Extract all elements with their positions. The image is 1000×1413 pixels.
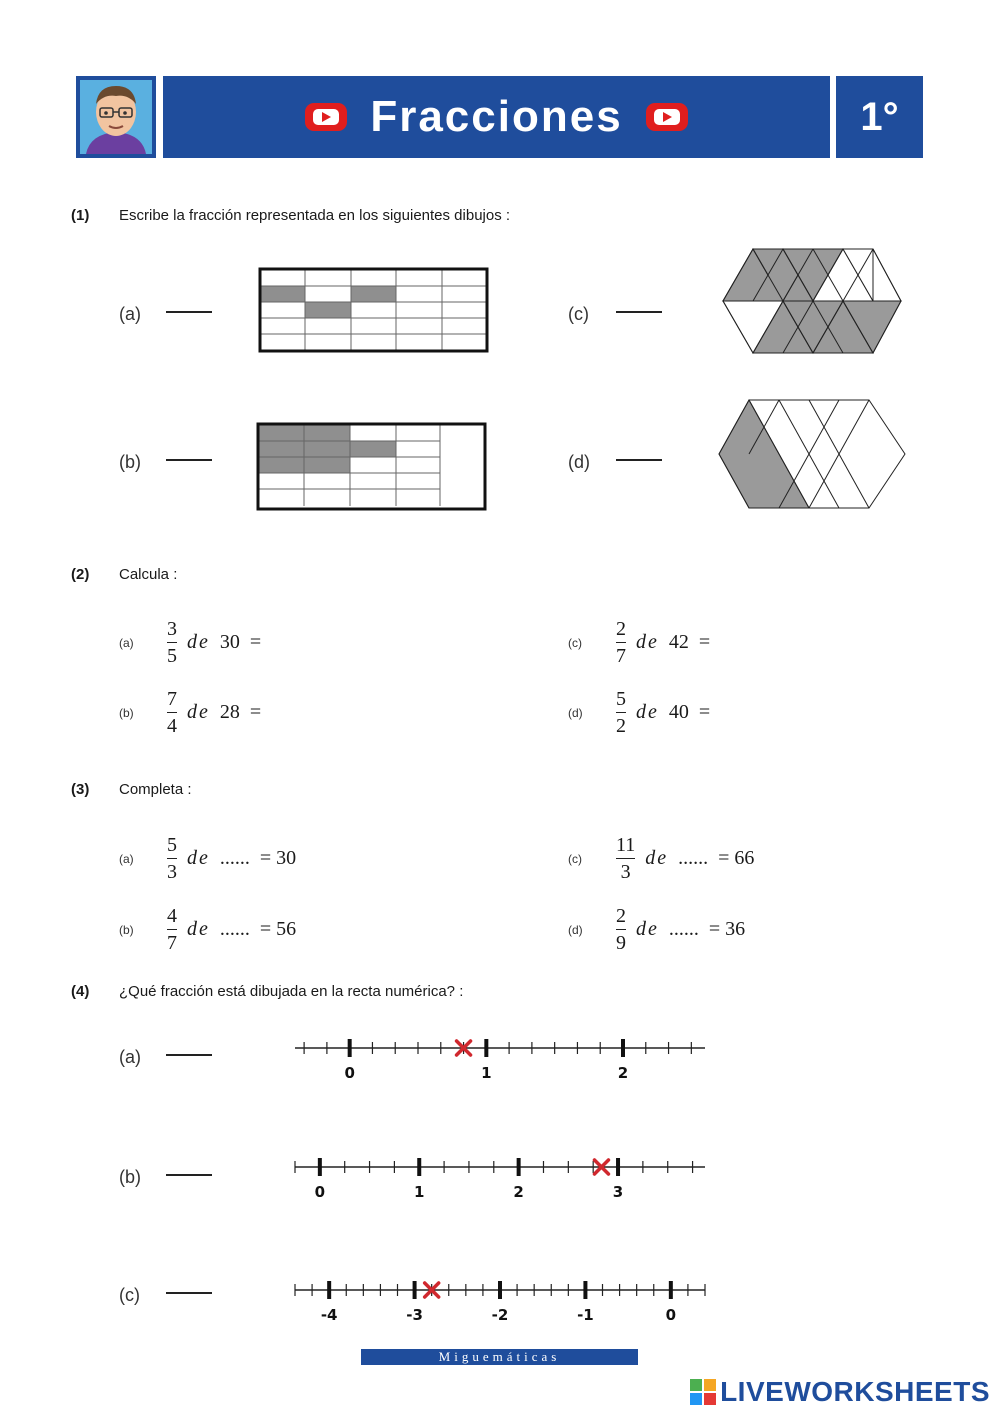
q1-figure-c-hexagon bbox=[720, 247, 904, 355]
q1-label-d: (d) bbox=[568, 452, 590, 472]
q2-label-c: (c) bbox=[568, 635, 582, 650]
denominator: 4 bbox=[167, 715, 177, 737]
de-word: de bbox=[636, 631, 659, 653]
avatar bbox=[76, 76, 156, 158]
equals-sign: = bbox=[698, 631, 711, 653]
q4-label-b: (b) bbox=[119, 1167, 141, 1187]
whole-value: 42 bbox=[668, 631, 689, 653]
fraction bbox=[167, 688, 177, 737]
denominator: 7 bbox=[616, 645, 626, 667]
tick-label: -2 bbox=[491, 1306, 509, 1324]
question-3-prompt: Completa : bbox=[119, 781, 192, 798]
footer-credit: Miguemáticas bbox=[361, 1349, 638, 1365]
denominator: 5 bbox=[167, 645, 177, 667]
question-1-number: (1) bbox=[71, 207, 90, 224]
q1-label-b: (b) bbox=[119, 452, 141, 472]
tick-label: -1 bbox=[577, 1306, 594, 1324]
tick-label: 1 bbox=[414, 1183, 425, 1201]
youtube-icon[interactable] bbox=[304, 101, 348, 133]
question-1-prompt: Escribe la fracción representada en los siguientes dibujos : bbox=[119, 207, 511, 224]
numerator: 11 bbox=[616, 834, 636, 856]
q1-answer-blank-c[interactable] bbox=[616, 311, 662, 313]
de-word: de bbox=[636, 918, 659, 940]
numerator: 5 bbox=[167, 834, 177, 856]
question-2-number: (2) bbox=[71, 566, 90, 583]
denominator: 7 bbox=[167, 932, 177, 954]
q3-item-c bbox=[568, 834, 754, 883]
q4-answer-blank-a[interactable] bbox=[166, 1054, 212, 1056]
page-title: Fracciones bbox=[370, 92, 623, 141]
tick-label: 2 bbox=[617, 1064, 629, 1082]
q1-figure-a-grid bbox=[258, 267, 489, 353]
grade-label: 1° bbox=[860, 94, 899, 139]
tick-label: 0 bbox=[314, 1183, 326, 1201]
whole-value: 40 bbox=[668, 701, 689, 723]
numerator: 3 bbox=[167, 618, 177, 640]
result-value: = 30 bbox=[259, 847, 297, 869]
q1-answer-blank-a[interactable] bbox=[166, 311, 212, 313]
number-line-c bbox=[290, 1276, 710, 1331]
equals-sign: = bbox=[698, 701, 711, 723]
q2-item-d bbox=[568, 688, 710, 737]
tick-label: 2 bbox=[513, 1183, 524, 1201]
q2-item-c bbox=[568, 618, 710, 667]
de-word: de bbox=[636, 701, 659, 723]
denominator: 2 bbox=[616, 715, 626, 737]
q1-figure-b-grid bbox=[256, 422, 487, 511]
q1-figure-d-hexagon bbox=[716, 398, 908, 512]
q4-label-a: (a) bbox=[119, 1047, 141, 1067]
q3-item-b bbox=[119, 905, 296, 954]
grade-badge bbox=[836, 76, 923, 158]
q4-answer-blank-c[interactable] bbox=[166, 1292, 212, 1294]
liveworksheets-icon bbox=[690, 1379, 716, 1405]
answer-blank[interactable]: ...... bbox=[219, 918, 250, 940]
youtube-icon[interactable] bbox=[645, 101, 689, 133]
fraction bbox=[616, 688, 626, 737]
fraction bbox=[167, 905, 177, 954]
fraction bbox=[616, 618, 626, 667]
whole-value: 30 bbox=[219, 631, 240, 653]
tick-label: 3 bbox=[612, 1183, 624, 1201]
numerator: 4 bbox=[167, 905, 177, 927]
q3-label-a: (a) bbox=[119, 851, 134, 866]
q2-label-b: (b) bbox=[119, 705, 134, 720]
tick-label: 0 bbox=[665, 1306, 677, 1324]
result-value: = 56 bbox=[259, 918, 297, 940]
number-line-b bbox=[290, 1153, 710, 1213]
de-word: de bbox=[187, 631, 210, 653]
question-3-number: (3) bbox=[71, 781, 90, 798]
q4-label-c: (c) bbox=[119, 1285, 140, 1305]
numerator: 2 bbox=[616, 618, 626, 640]
q1-answer-blank-b[interactable] bbox=[166, 459, 212, 461]
tick-label: -3 bbox=[406, 1306, 423, 1324]
liveworksheets-logo[interactable] bbox=[690, 1376, 990, 1408]
header-title-bar bbox=[163, 76, 830, 158]
q4-answer-blank-b[interactable] bbox=[166, 1174, 212, 1176]
result-value: = 36 bbox=[708, 918, 746, 940]
de-word: de bbox=[187, 847, 210, 869]
q3-item-d bbox=[568, 905, 745, 954]
q1-label-c: (c) bbox=[568, 304, 589, 324]
denominator: 3 bbox=[167, 861, 177, 883]
tick-label: 0 bbox=[344, 1064, 355, 1082]
denominator: 9 bbox=[616, 932, 626, 954]
q3-label-b: (b) bbox=[119, 922, 134, 937]
q3-item-a bbox=[119, 834, 296, 883]
tick-label: -4 bbox=[320, 1306, 338, 1324]
de-word: de bbox=[645, 847, 669, 869]
fraction bbox=[167, 618, 177, 667]
answer-blank[interactable]: ...... bbox=[678, 847, 709, 869]
fraction bbox=[616, 834, 635, 883]
fraction bbox=[616, 905, 626, 954]
q2-label-d: (d) bbox=[568, 705, 583, 720]
denominator: 3 bbox=[620, 861, 631, 883]
q1-answer-blank-d[interactable] bbox=[616, 459, 662, 461]
question-2-prompt: Calcula : bbox=[119, 566, 178, 583]
fraction bbox=[167, 834, 177, 883]
tick-label: 1 bbox=[481, 1064, 492, 1082]
result-value: = 66 bbox=[718, 847, 755, 869]
question-4-number: (4) bbox=[71, 983, 90, 1000]
teacher-avatar-icon bbox=[76, 76, 156, 158]
q2-item-a bbox=[119, 618, 261, 667]
q2-item-b bbox=[119, 688, 261, 737]
de-word: de bbox=[187, 701, 210, 723]
equals-sign: = bbox=[249, 631, 262, 653]
equals-sign: = bbox=[249, 701, 262, 723]
q3-label-d: (d) bbox=[568, 922, 583, 937]
de-word: de bbox=[187, 918, 210, 940]
q2-label-a: (a) bbox=[119, 635, 134, 650]
numerator: 5 bbox=[616, 688, 626, 710]
answer-blank[interactable]: ...... bbox=[219, 847, 250, 869]
answer-blank[interactable]: ...... bbox=[668, 918, 699, 940]
numerator: 7 bbox=[167, 688, 177, 710]
question-4-prompt: ¿Qué fracción está dibujada en la recta numérica? : bbox=[119, 983, 464, 1000]
q3-label-c: (c) bbox=[568, 851, 582, 866]
whole-value: 28 bbox=[219, 701, 240, 723]
numerator: 2 bbox=[616, 905, 626, 927]
brand-name: LIVEWORKSHEETS bbox=[720, 1376, 990, 1407]
number-line-a bbox=[290, 1034, 710, 1084]
q1-label-a: (a) bbox=[119, 304, 141, 324]
